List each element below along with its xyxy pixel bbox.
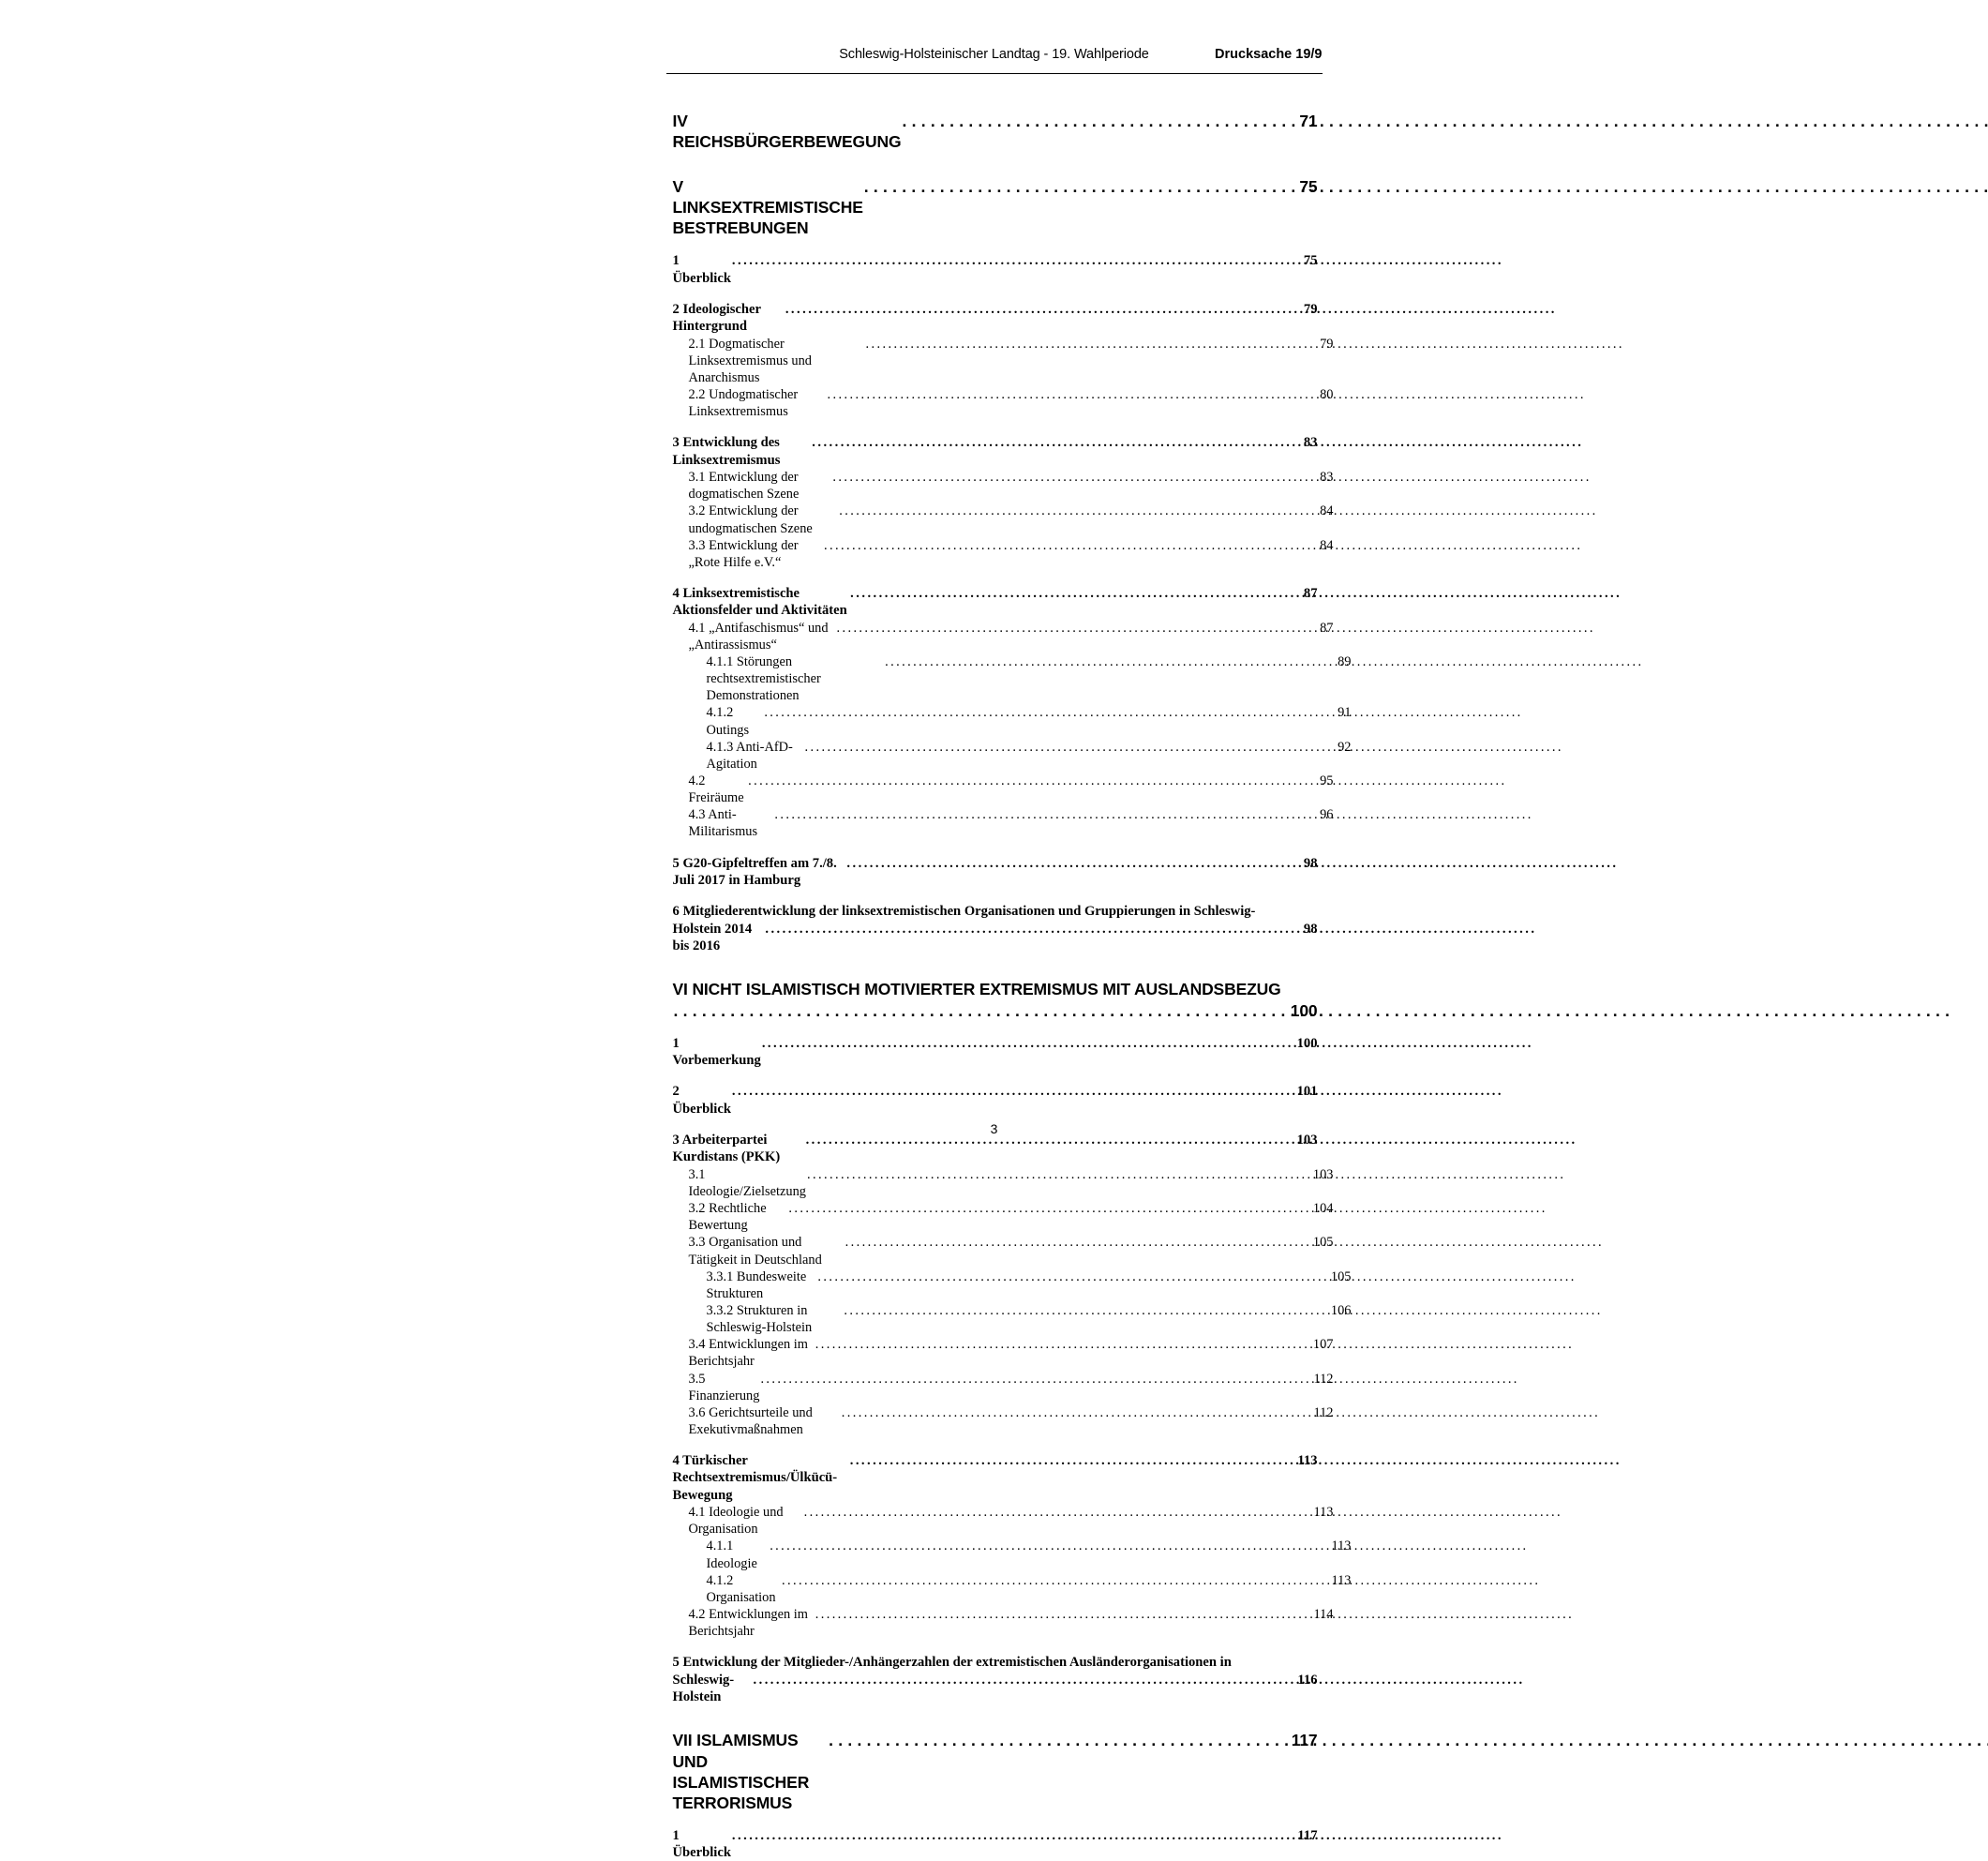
toc-page-number: 95: [1320, 773, 1334, 789]
toc-leader-dots: [902, 111, 1284, 131]
toc-entry[interactable]: [707, 1572, 1352, 1606]
toc-page-number: 75: [1299, 177, 1318, 197]
toc-leader-dots: [732, 1827, 1293, 1844]
toc-entry[interactable]: [707, 1302, 1352, 1336]
toc-entry[interactable]: [707, 1538, 1352, 1571]
toc-leader-dots: [839, 503, 1309, 519]
toc-entry[interactable]: [689, 1606, 1334, 1640]
toc-page-number: 103: [1296, 1133, 1318, 1148]
toc-page-number: 107: [1312, 1337, 1334, 1353]
toc-entry-label: 3 Arbeiterpartei Kurdistans (PKK): [672, 1133, 784, 1165]
toc-leader-dots: [732, 1083, 1293, 1100]
toc-page-number: 89: [1338, 654, 1352, 670]
toc-entry[interactable]: [673, 176, 1318, 238]
toc-leader-dots: [885, 653, 1327, 670]
toc-entry-label: 3.3 Entwicklung der „Rote Hilfe e.V.“: [688, 537, 802, 570]
toc-entry[interactable]: [689, 1234, 1334, 1268]
toc-page-number: 113: [1313, 1505, 1334, 1521]
header-divider: [666, 73, 1323, 74]
toc-entry-label: 1 Vorbemerkung: [672, 1035, 765, 1068]
toc-leader-dots: [865, 336, 1309, 353]
toc-entry[interactable]: [673, 434, 1318, 469]
toc-entry-label: 3.1 Entwicklung der dogmatischen Szene: [688, 470, 802, 503]
toc-page-number: 87: [1303, 586, 1318, 602]
toc-entry-label: 2.2 Undogmatischer Linksextremismus: [688, 387, 801, 420]
toc-entry[interactable]: [707, 1268, 1352, 1302]
toc-page-number: 75: [1303, 253, 1318, 269]
toc-entry-label: 1 Überblick: [672, 253, 735, 286]
page-footer: [573, 1121, 1416, 1136]
toc-entry-label: 4.3 Anti-Militarismus: [688, 807, 761, 840]
toc-leader-dots: [805, 739, 1328, 756]
toc-entry-label: 4.1 „Antifaschismus“ und „Antirassismus“: [688, 620, 832, 653]
toc-entry[interactable]: [707, 653, 1352, 704]
toc-leader-dots: [850, 1452, 1293, 1469]
toc-entry[interactable]: [689, 1504, 1334, 1538]
toc-entry[interactable]: [673, 301, 1318, 336]
toc-entry[interactable]: [689, 469, 1334, 503]
toc-page-number: 117: [1297, 1827, 1318, 1843]
toc-entry-label: 6 Mitgliederentwicklung der linksextremistischen Organisationen und Gruppierungen in Schleswig-: [672, 904, 1256, 920]
toc-entry[interactable]: [689, 806, 1334, 840]
toc-entry[interactable]: [689, 1200, 1334, 1234]
toc-entry[interactable]: [689, 336, 1334, 386]
toc-page-number: 104: [1312, 1201, 1334, 1217]
toc-entry-label: 3.3.1 Bundesweite Strukturen: [706, 1268, 810, 1301]
toc-entry[interactable]: [673, 1452, 1318, 1504]
toc-leader-dots: [765, 921, 1292, 938]
toc-leader-dots: [812, 434, 1292, 451]
toc-page-number: 80: [1320, 387, 1334, 403]
toc-entry[interactable]: [673, 1035, 1318, 1070]
toc-entry[interactable]: [673, 979, 1318, 1020]
toc-leader-dots: [774, 806, 1309, 823]
toc-leader-dots: [754, 1672, 1293, 1688]
toc-page-number: 113: [1297, 1453, 1318, 1469]
toc-page-number: 87: [1320, 620, 1334, 636]
toc-entry[interactable]: [673, 1730, 1318, 1812]
toc-leader-dots: [864, 176, 1285, 197]
toc-entry-label: 1 Überblick: [672, 1827, 735, 1861]
header-document-number: Drucksache 19/9: [1215, 47, 1323, 62]
toc-leader-dots: [760, 1371, 1309, 1388]
toc-leader-dots: [782, 1572, 1328, 1589]
toc-entry-label: 2.1 Dogmatischer Linksextremismus und Anarchismus: [688, 336, 815, 386]
toc-page-number: 71: [1299, 112, 1318, 130]
toc-entry-label: IV REICHSBÜRGERBEWEGUNG: [672, 112, 906, 152]
toc-entry-label: 5 Entwicklung der Mitglieder-/Anhängerzahlen der extremistischen Ausländerorganisationen in: [672, 1655, 1232, 1671]
toc-entry[interactable]: [673, 855, 1318, 890]
toc-page-number: 105: [1312, 1235, 1334, 1251]
toc-page-number: 116: [1297, 1672, 1318, 1688]
toc-entry-label: 4.1.1 Ideologie: [706, 1538, 761, 1571]
toc-entry[interactable]: [689, 386, 1334, 420]
toc-entry-label: 3.6 Gerichtsurteile und Exekutivmaßnahmen: [688, 1404, 816, 1437]
toc-page-number: 83: [1303, 435, 1318, 451]
toc-page-number: 98: [1303, 855, 1318, 871]
toc-leader-dots: [762, 1035, 1293, 1052]
toc-leader-dots: [842, 1404, 1310, 1421]
toc-entry-label: 4.1 Ideologie und Organisation: [688, 1505, 787, 1538]
toc-leader-dots: [674, 1000, 1285, 1021]
toc-leader-dots: [836, 620, 1309, 637]
toc-leader-dots: [815, 1336, 1310, 1353]
toc-entry[interactable]: [673, 585, 1318, 620]
toc-leader-dots: [850, 585, 1292, 602]
toc-entry-label: 4.1.3 Anti-AfD-Agitation: [706, 739, 793, 772]
toc-entry-label: 3.2 Entwicklung der undogmatischen Szene: [688, 503, 816, 536]
toc-page-number: 100: [1290, 1000, 1318, 1020]
toc-leader-dots: [764, 704, 1327, 721]
toc-leader-dots: [785, 301, 1293, 318]
toc-entry-label: 3 Entwicklung des Linksextremismus: [672, 435, 785, 468]
toc-entry-label: 3.3 Organisation und Tätigkeit in Deutschland: [688, 1235, 826, 1268]
toc-page-number: 79: [1320, 336, 1334, 352]
toc-entry[interactable]: [689, 620, 1334, 653]
toc-entry-label: V LINKSEXTREMISTISCHE BESTREBUNGEN: [672, 177, 868, 238]
toc-page-number: 106: [1330, 1302, 1352, 1318]
toc-leader-dots: [829, 1730, 1284, 1750]
page-number: 3: [990, 1121, 998, 1136]
toc-entry-label: 3.2 Rechtliche Bewertung: [688, 1201, 770, 1234]
toc-entry-label-continued: Schleswig-Holstein: [672, 1672, 735, 1705]
toc-page-number: 98: [1303, 921, 1318, 937]
toc-leader-dots: [832, 469, 1309, 486]
toc-entry-label: 4.1.1 Störungen rechtsextremistischer Demonstrationen: [706, 654, 825, 704]
toc-page-number: 92: [1338, 739, 1352, 755]
toc-entry-label: 3.1 Ideologie/Zielsetzung: [688, 1166, 810, 1199]
toc-page-number: 91: [1338, 705, 1352, 721]
toc-entry[interactable]: [707, 739, 1352, 773]
toc-entry[interactable]: [673, 1083, 1318, 1118]
toc-entry-label: 4.1.2 Organisation: [706, 1572, 780, 1605]
toc-leader-dots: [844, 1302, 1327, 1319]
toc-page-number: 114: [1313, 1607, 1334, 1623]
toc-entry-label: 4.1.2 Outings: [706, 705, 753, 738]
running-header: [666, 47, 1323, 69]
toc-page-number: 84: [1320, 503, 1334, 519]
toc-page-number: 83: [1320, 470, 1334, 486]
toc-leader-dots: [817, 1268, 1327, 1285]
toc-entry[interactable]: [689, 1336, 1334, 1370]
toc-page-number: 112: [1313, 1371, 1334, 1387]
toc-entry-label: 4 Linksextremistische Aktionsfelder und Aktivitäten: [672, 586, 851, 619]
toc-leader-dots: [845, 1234, 1310, 1251]
toc-entry[interactable]: [673, 1654, 1318, 1705]
toc-entry[interactable]: [673, 1827, 1318, 1861]
toc-leader-dots: [824, 537, 1310, 554]
toc-entry-label: 3.3.2 Strukturen in Schleswig-Holstein: [706, 1302, 815, 1336]
toc-entry-label: 5 G20-Gipfeltreffen am 7./8. Juli 2017 in Hamburg: [672, 855, 841, 888]
toc-page-number: 79: [1303, 301, 1318, 317]
toc-entry[interactable]: [689, 537, 1334, 571]
toc-page-number: 113: [1331, 1572, 1352, 1588]
toc-leader-dots: [828, 386, 1310, 403]
toc-leader-dots: [732, 252, 1293, 269]
toc-page-number: 113: [1331, 1538, 1352, 1554]
toc-leader-dots: [815, 1606, 1310, 1623]
toc-entry[interactable]: [673, 903, 1318, 954]
toc-entry[interactable]: [673, 1132, 1318, 1166]
toc-page-number: 84: [1320, 537, 1334, 553]
toc-page-number: 105: [1330, 1268, 1352, 1284]
table-of-contents: [672, 111, 1352, 1861]
toc-entry-label: 2 Überblick: [672, 1084, 735, 1117]
toc-entry-label-continued: Holstein 2014 bis 2016: [672, 921, 755, 954]
toc-entry-label: 4 Türkischer Rechtsextremismus/Ülkücü-Bewegung: [672, 1453, 838, 1503]
toc-entry-label: VI NICHT ISLAMISTISCH MOTIVIERTER EXTREMISMUS MIT AUSLANDSBEZUG: [672, 980, 1281, 999]
toc-entry-label: 2 Ideologischer Hintergrund: [672, 301, 765, 335]
toc-leader-dots: [788, 1200, 1309, 1217]
toc-entry-label: 4.2 Freiräume: [688, 773, 748, 806]
toc-leader-dots: [748, 773, 1309, 789]
document-page: [573, 0, 1416, 1861]
toc-leader-dots: [770, 1538, 1327, 1554]
toc-page-number: 96: [1320, 807, 1334, 823]
toc-entry[interactable]: [689, 773, 1334, 806]
toc-page-number: 101: [1296, 1084, 1318, 1100]
header-title: Schleswig-Holsteinischer Landtag - 19. Wahlperiode: [839, 47, 1149, 62]
toc-entry[interactable]: [689, 503, 1334, 536]
toc-entry-label: 3.5 Finanzierung: [688, 1371, 764, 1403]
toc-entry-label: 3.4 Entwicklungen im Berichtsjahr: [688, 1337, 812, 1370]
toc-leader-dots: [804, 1504, 1310, 1521]
toc-entry-label: VII ISLAMISMUS UND ISLAMISTISCHER TERRORISMUS: [672, 1731, 814, 1812]
toc-entry[interactable]: [707, 704, 1352, 738]
toc-entry[interactable]: [689, 1371, 1334, 1404]
toc-page-number: 112: [1313, 1404, 1334, 1420]
toc-entry[interactable]: [689, 1166, 1334, 1200]
toc-entry[interactable]: [673, 252, 1318, 287]
toc-page-number: 103: [1312, 1166, 1334, 1182]
toc-page-number: 100: [1296, 1035, 1318, 1051]
toc-entry[interactable]: [673, 111, 1318, 152]
toc-entry-label: 4.2 Entwicklungen im Berichtsjahr: [688, 1607, 812, 1640]
toc-entry[interactable]: [689, 1404, 1334, 1438]
toc-leader-dots: [846, 855, 1292, 872]
toc-leader-dots: [807, 1166, 1310, 1183]
toc-page-number: 117: [1291, 1731, 1318, 1750]
